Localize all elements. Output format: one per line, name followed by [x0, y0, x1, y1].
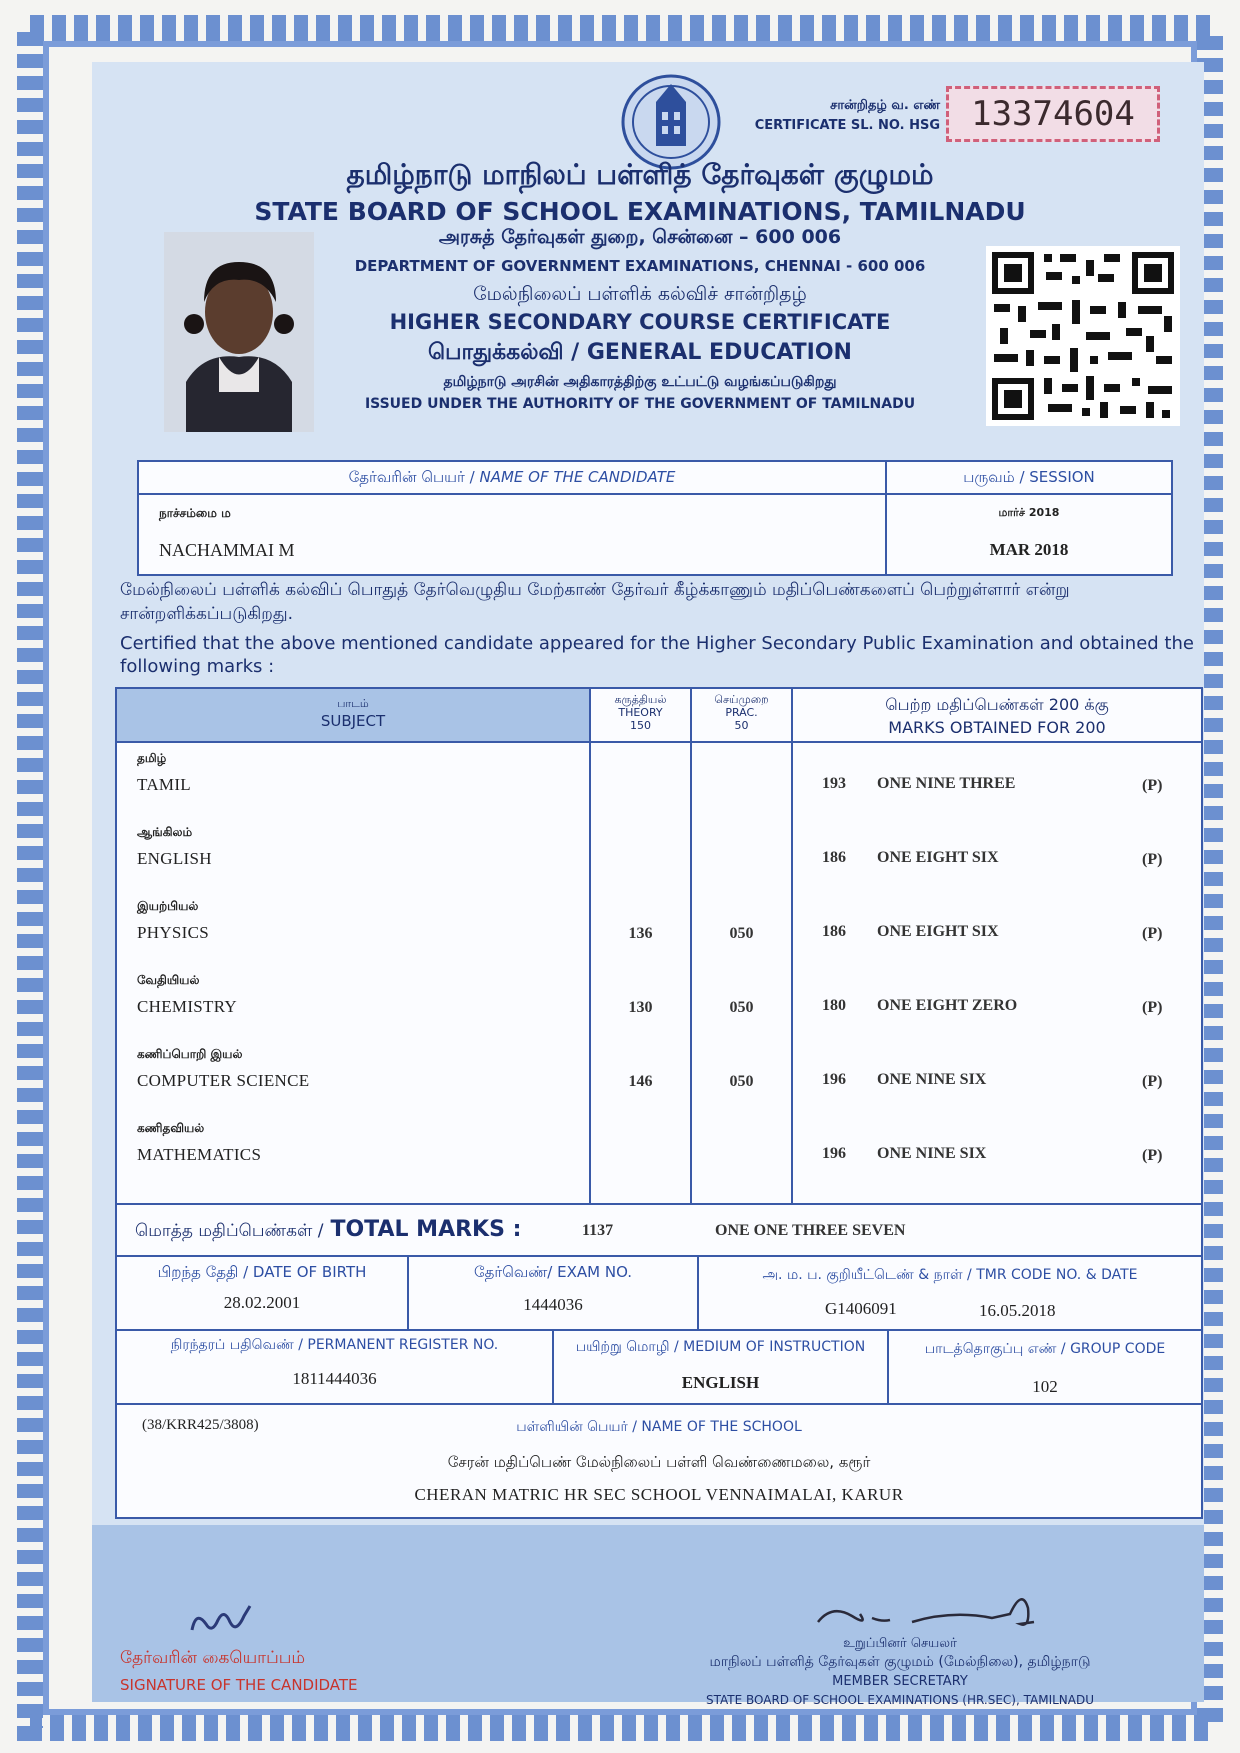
school-label: பள்ளியின் பெயர் / NAME OF THE SCHOOL	[516, 1419, 802, 1435]
candidate-signature-image	[188, 1600, 258, 1640]
medium: ENGLISH	[681, 1373, 760, 1392]
exam-no: 1444036	[523, 1295, 583, 1314]
marks-in-words: ONE NINE SIX	[877, 1071, 987, 1088]
tmr-code: G1406091	[825, 1299, 897, 1318]
medium-label: பயிற்று மொழி / MEDIUM OF INSTRUCTION	[575, 1339, 866, 1355]
dept-ta: அரசுத் தேர்வுகள் துறை, சென்னை – 600 006	[438, 226, 842, 248]
serial-label-ta: சான்றிதழ் வ. எண்	[830, 98, 940, 113]
subject-name-ta: ஆங்கிலம்	[137, 825, 193, 839]
marks-in-words: ONE NINE THREE	[877, 775, 1016, 792]
board-name-en: STATE BOARD OF SCHOOL EXAMINATIONS, TAMILNADU	[254, 197, 1026, 226]
marks-table	[115, 687, 1203, 1519]
emblem-logo	[618, 72, 724, 172]
candidate-box	[137, 460, 1173, 576]
candidate-signature-ta: தேர்வரின் கையொப்பம்	[120, 1648, 306, 1668]
theory-header-ta: கருத்தியல்	[614, 693, 667, 706]
name-label-ta: தேர்வரின் பெயர் /	[348, 468, 475, 486]
result-status: (P)	[1142, 1073, 1163, 1090]
marks-rows	[117, 741, 1201, 1203]
session-label: பருவம் / SESSION	[963, 468, 1095, 486]
result-status: (P)	[1142, 925, 1163, 942]
subject-name-en: MATHEMATICS	[137, 1145, 262, 1164]
perm-reg-label: நிரந்தரப் பதிவெண் / PERMANENT REGISTER NO.	[170, 1337, 499, 1353]
candidate-signature-en: SIGNATURE OF THE CANDIDATE	[120, 1676, 358, 1694]
theory-marks: 136	[628, 925, 653, 942]
theory-header-max: 150	[630, 719, 651, 732]
total-label-en: TOTAL MARKS :	[330, 1217, 522, 1242]
serial-number-box	[946, 86, 1160, 142]
tmr-date: 16.05.2018	[979, 1301, 1056, 1320]
total-subject-marks: 186	[822, 849, 846, 866]
result-status: (P)	[1142, 1147, 1163, 1164]
theory-marks: 130	[628, 999, 653, 1016]
secretary-title-en: MEMBER SECRETARY	[832, 1674, 968, 1689]
obtained-header-ta: பெற்ற மதிப்பெண்கள் 200 க்கு	[885, 695, 1109, 714]
practical-marks: 050	[729, 999, 754, 1016]
total-subject-marks: 196	[822, 1071, 846, 1088]
obtained-header-en: MARKS OBTAINED FOR 200	[888, 718, 1106, 737]
school-code: (38/KRR425/3808)	[142, 1417, 259, 1433]
school-name-en: CHERAN MATRIC HR SEC SCHOOL VENNAIMALAI, KARUR	[414, 1485, 904, 1504]
practical-marks: 050	[729, 1073, 754, 1090]
candidate-name-ta: நாச்சம்மை ம	[159, 506, 231, 520]
subject-name-en: PHYSICS	[137, 923, 210, 942]
session-ta: மார்ச் 2018	[998, 506, 1060, 519]
total-subject-marks: 193	[822, 775, 846, 792]
authority-en: ISSUED UNDER THE AUTHORITY OF THE GOVERNMENT OF TAMILNADU	[364, 396, 916, 412]
candidate-name-en: NACHAMMAI M	[159, 540, 295, 560]
serial-label-en: CERTIFICATE SL. NO. HSG	[754, 118, 940, 133]
dob: 28.02.2001	[223, 1293, 301, 1312]
subject-name-ta: வேதியியல்	[137, 973, 200, 987]
subject-name-en: COMPUTER SCIENCE	[137, 1071, 310, 1090]
subject-name-en: ENGLISH	[137, 849, 212, 868]
dept-en: DEPARTMENT OF GOVERNMENT EXAMINATIONS, CHENNAI - 600 006	[354, 257, 926, 275]
prac-header-en: PRAC.	[725, 706, 758, 719]
total-subject-marks: 180	[822, 997, 846, 1014]
dob-label: பிறந்த தேதி / DATE OF BIRTH	[157, 1263, 367, 1281]
total-marks-words: ONE ONE THREE SEVEN	[715, 1222, 906, 1239]
result-status: (P)	[1142, 851, 1163, 868]
prac-header-ta: செய்முறை	[714, 693, 769, 706]
candidate-photo	[164, 232, 314, 432]
total-marks: 1137	[582, 1222, 614, 1239]
course-en: HIGHER SECONDARY COURSE CERTIFICATE	[389, 310, 891, 334]
subject-name-ta: தமிழ்	[137, 751, 167, 765]
tmr-label: அ. ம. ப. குறியீட்டெண் & நாள் / TMR CODE NO. & DATE	[762, 1267, 1138, 1283]
secretary-board-ta: மாநிலப் பள்ளித் தேர்வுகள் குழுமம் (மேல்நிலை), தமிழ்நாடு	[709, 1654, 1091, 1670]
subject-header-ta: பாடம்	[337, 697, 369, 710]
subject-name-en: CHEMISTRY	[137, 997, 237, 1016]
group-code: 102	[1032, 1377, 1058, 1396]
practical-marks: 050	[729, 925, 754, 942]
subject-name-ta: கணிதவியல்	[137, 1121, 205, 1135]
secretary-title-ta: உறுப்பினர் செயலர்	[843, 1636, 957, 1651]
qr-code	[986, 246, 1180, 426]
subject-header-en: SUBJECT	[320, 712, 386, 730]
perm-reg: 1811444036	[292, 1369, 377, 1388]
name-label-en: NAME OF THE CANDIDATE	[479, 468, 676, 486]
total-subject-marks: 196	[822, 1145, 846, 1162]
group-code-label: பாடத்தொகுப்பு எண் / GROUP CODE	[924, 1341, 1166, 1357]
secretary-board-en: STATE BOARD OF SCHOOL EXAMINATIONS (HR.SEC), TAMILNADU	[705, 1693, 1095, 1707]
subject-name-ta: இயற்பியல்	[137, 899, 199, 913]
subject-name-en: TAMIL	[137, 775, 191, 794]
theory-header-en: THEORY	[618, 706, 663, 719]
statement-ta: மேல்நிலைப் பள்ளிக் கல்விப் பொதுத் தேர்வெழுதிய மேற்காண் தேர்வர் கீழ்க்காணும் மதிப்பெண்களைப் பெற்றுள்ளார் என்று சான்றளிக்கப்படுகிறது.	[120, 580, 1070, 624]
marks-in-words: ONE NINE SIX	[877, 1145, 987, 1162]
serial-number: 13374604	[971, 94, 1135, 134]
session-en: MAR 2018	[989, 540, 1069, 559]
result-status: (P)	[1142, 999, 1163, 1016]
subject-name-ta: கணிப்பொறி இயல்	[137, 1047, 243, 1061]
school-name-ta: சேரன் மதிப்பெண் மேல்நிலைப் பள்ளி வெண்ணைமலை, கரூர்	[447, 1453, 871, 1471]
authority-ta: தமிழ்நாடு அரசின் அதிகாரத்திற்கு உட்பட்டு வழங்கப்படுகிறது	[443, 374, 837, 390]
marks-in-words: ONE EIGHT SIX	[877, 849, 999, 866]
theory-marks: 146	[628, 1073, 653, 1090]
prac-header-max: 50	[734, 719, 749, 732]
board-name-ta: தமிழ்நாடு மாநிலப் பள்ளித் தேர்வுகள் குழுமம்	[346, 158, 934, 191]
marks-in-words: ONE EIGHT ZERO	[877, 997, 1018, 1014]
stream: பொதுக்கல்வி / GENERAL EDUCATION	[428, 340, 852, 365]
exam-no-label: தேர்வெண்/ EXAM NO.	[473, 1263, 633, 1281]
result-status: (P)	[1142, 777, 1163, 794]
total-subject-marks: 186	[822, 923, 846, 940]
total-label-ta: மொத்த மதிப்பெண்கள் /	[135, 1221, 324, 1241]
statement-en: Certified that the above mentioned candidate appeared for the Higher Secondary Public Examination and obtained the following marks :	[120, 633, 1194, 677]
marks-in-words: ONE EIGHT SIX	[877, 923, 999, 940]
course-ta: மேல்நிலைப் பள்ளிக் கல்விச் சான்றிதழ்	[473, 283, 807, 305]
